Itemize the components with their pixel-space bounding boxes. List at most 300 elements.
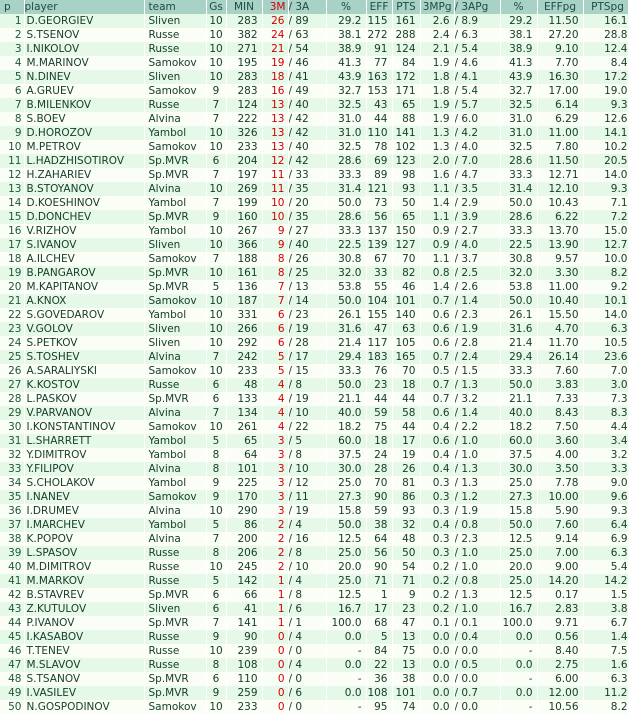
cell-3m: 26 xyxy=(262,14,288,28)
cell-rank: 22 xyxy=(0,308,24,322)
cell-pct: 41.3 xyxy=(326,56,366,70)
cell-pct: 0.0 xyxy=(326,658,366,672)
cell-ptspg: 23.6 xyxy=(583,350,628,364)
cell-eff: 33 xyxy=(366,266,392,280)
cell-effpg: 3.30 xyxy=(537,266,583,280)
cell-rank: 50 xyxy=(0,700,24,714)
cell-gs: 10 xyxy=(206,266,226,280)
cell-pts: 102 xyxy=(392,140,420,154)
table-row xyxy=(0,658,628,672)
cell-rank: 23 xyxy=(0,322,24,336)
cell-3a: / 4 xyxy=(288,630,326,644)
cell-gs: 10 xyxy=(206,126,226,140)
cell-pts: 150 xyxy=(392,224,420,238)
cell-pct: 43.9 xyxy=(326,70,366,84)
cell-3m: 2 xyxy=(262,560,288,574)
cell-team: Yambol xyxy=(144,308,206,322)
cell-pts: 47 xyxy=(392,616,420,630)
cell-3a: / 14 xyxy=(288,294,326,308)
cell-player: S.TSANOV xyxy=(24,672,144,686)
cell-3mpg: 0.6 xyxy=(420,406,454,420)
cell-effpg: 11.00 xyxy=(537,280,583,294)
cell-player: Y.DIMITROV xyxy=(24,448,144,462)
cell-ptspg: 7.1 xyxy=(583,196,628,210)
cell-3m: 18 xyxy=(262,70,288,84)
cell-3apg: / 3.7 xyxy=(454,252,500,266)
cell-3a: / 0 xyxy=(288,644,326,658)
cell-team: Alvina xyxy=(144,504,206,518)
cell-pts: 50 xyxy=(392,546,420,560)
col-header-player[interactable]: player xyxy=(24,0,144,14)
cell-gs: 6 xyxy=(206,672,226,686)
cell-team: Alvina xyxy=(144,406,206,420)
cell-team: Sp.MVR xyxy=(144,392,206,406)
cell-3apg: / 5.4 xyxy=(454,42,500,56)
cell-player: B.STOYANOV xyxy=(24,182,144,196)
col-header-pts[interactable]: PTS xyxy=(392,0,420,14)
cell-player: D.KOESHINOV xyxy=(24,196,144,210)
cell-3m: 6 xyxy=(262,308,288,322)
cell-ptspg: 7.0 xyxy=(583,364,628,378)
cell-team: Russe xyxy=(144,630,206,644)
cell-pts: 165 xyxy=(392,350,420,364)
cell-pct: 18.2 xyxy=(326,420,366,434)
cell-effpg: 3.83 xyxy=(537,378,583,392)
cell-pts: 13 xyxy=(392,658,420,672)
table-row xyxy=(0,322,628,336)
cell-3m: 0 xyxy=(262,644,288,658)
table-row xyxy=(0,476,628,490)
cell-min: 48 xyxy=(226,378,262,392)
cell-rank: 28 xyxy=(0,392,24,406)
cell-effpg: 9.71 xyxy=(537,616,583,630)
cell-pct: 40.0 xyxy=(326,406,366,420)
cell-3apg: / 3.5 xyxy=(454,182,500,196)
cell-3m: 19 xyxy=(262,56,288,70)
cell-pts: 74 xyxy=(392,700,420,714)
cell-ptspg: 6.4 xyxy=(583,518,628,532)
cell-min: 142 xyxy=(226,574,262,588)
cell-pct-pg: 0.0 xyxy=(500,658,537,672)
cell-gs: 10 xyxy=(206,14,226,28)
cell-eff: 23 xyxy=(366,378,392,392)
cell-min: 283 xyxy=(226,14,262,28)
cell-pts: 17 xyxy=(392,434,420,448)
cell-3a: / 19 xyxy=(288,322,326,336)
cell-3m: 16 xyxy=(262,84,288,98)
cell-pct-pg: 31.6 xyxy=(500,322,537,336)
cell-ptspg: 1.6 xyxy=(583,658,628,672)
cell-3m: 4 xyxy=(262,392,288,406)
cell-eff: 139 xyxy=(366,238,392,252)
cell-pct-pg: - xyxy=(500,644,537,658)
cell-min: 187 xyxy=(226,294,262,308)
cell-min: 267 xyxy=(226,224,262,238)
col-header-pct[interactable]: % xyxy=(326,0,366,14)
cell-effpg: 9.57 xyxy=(537,252,583,266)
cell-team: Sp.MVR xyxy=(144,154,206,168)
cell-pct-pg: 50.0 xyxy=(500,196,537,210)
cell-eff: 22 xyxy=(366,658,392,672)
cell-3a: / 4 xyxy=(288,658,326,672)
cell-pts: 93 xyxy=(392,182,420,196)
cell-gs: 10 xyxy=(206,420,226,434)
col-header-p[interactable]: p xyxy=(0,0,24,14)
cell-3a: / 15 xyxy=(288,364,326,378)
cell-team: Russe xyxy=(144,378,206,392)
cell-gs: 10 xyxy=(206,560,226,574)
cell-player: D.DONCHEV xyxy=(24,210,144,224)
cell-rank: 32 xyxy=(0,448,24,462)
cell-player: S.BOEV xyxy=(24,112,144,126)
table-row xyxy=(0,280,628,294)
cell-rank: 46 xyxy=(0,644,24,658)
cell-rank: 47 xyxy=(0,658,24,672)
cell-3mpg: 1.1 xyxy=(420,210,454,224)
cell-pct-pg: 38.1 xyxy=(500,28,537,42)
cell-rank: 45 xyxy=(0,630,24,644)
cell-pts: 70 xyxy=(392,252,420,266)
cell-pts: 101 xyxy=(392,294,420,308)
cell-3m: 3 xyxy=(262,434,288,448)
cell-pct-pg: 27.3 xyxy=(500,490,537,504)
cell-pct: 60.0 xyxy=(326,434,366,448)
cell-team: Samokov xyxy=(144,490,206,504)
col-header-effpg[interactable]: EFFpg xyxy=(537,0,583,14)
cell-3apg: / 0.8 xyxy=(454,574,500,588)
cell-3a: / 40 xyxy=(288,140,326,154)
cell-eff: 137 xyxy=(366,224,392,238)
cell-eff: 64 xyxy=(366,532,392,546)
cell-3a: / 19 xyxy=(288,504,326,518)
col-header-3mpg[interactable]: 3MPg xyxy=(420,0,454,14)
cell-min: 199 xyxy=(226,196,262,210)
cell-3mpg: 0.0 xyxy=(420,658,454,672)
cell-3mpg: 1.9 xyxy=(420,98,454,112)
cell-pts: 65 xyxy=(392,98,420,112)
cell-pct: 50.0 xyxy=(326,518,366,532)
cell-pct: 53.8 xyxy=(326,280,366,294)
cell-player: S.CHOLAKOV xyxy=(24,476,144,490)
cell-3m: 1 xyxy=(262,616,288,630)
cell-3m: 13 xyxy=(262,126,288,140)
cell-player: H.ZAHARIEV xyxy=(24,168,144,182)
cell-eff: 44 xyxy=(366,392,392,406)
cell-rank: 4 xyxy=(0,56,24,70)
cell-pct-pg: 32.0 xyxy=(500,266,537,280)
cell-pct: 28.6 xyxy=(326,210,366,224)
cell-pts: 50 xyxy=(392,196,420,210)
cell-ptspg: 9.3 xyxy=(583,98,628,112)
cell-3apg: / 1.0 xyxy=(454,434,500,448)
cell-team: Russe xyxy=(144,28,206,42)
cell-pct-pg: 43.9 xyxy=(500,70,537,84)
cell-team: Samokov xyxy=(144,252,206,266)
cell-rank: 44 xyxy=(0,616,24,630)
cell-3mpg: 1.6 xyxy=(420,168,454,182)
cell-player: V.GOLOV xyxy=(24,322,144,336)
cell-effpg: 13.90 xyxy=(537,238,583,252)
cell-rank: 18 xyxy=(0,252,24,266)
cell-ptspg: 1.5 xyxy=(583,588,628,602)
cell-ptspg: 6.3 xyxy=(583,322,628,336)
cell-pts: 84 xyxy=(392,56,420,70)
col-header-3m[interactable]: 3M xyxy=(262,0,288,14)
cell-effpg: 8.40 xyxy=(537,644,583,658)
cell-3m: 0 xyxy=(262,700,288,714)
cell-3apg: / 2.2 xyxy=(454,420,500,434)
cell-team: Sliven xyxy=(144,238,206,252)
table-row xyxy=(0,70,628,84)
cell-eff: 163 xyxy=(366,70,392,84)
cell-pts: 75 xyxy=(392,644,420,658)
cell-3a: / 5 xyxy=(288,434,326,448)
cell-3apg: / 1.3 xyxy=(454,462,500,476)
cell-gs: 5 xyxy=(206,574,226,588)
cell-3apg: / 1.2 xyxy=(454,490,500,504)
cell-player: Z.KUTULOV xyxy=(24,602,144,616)
cell-pct: 32.7 xyxy=(326,84,366,98)
cell-team: Yambol xyxy=(144,476,206,490)
cell-pct-pg: 18.2 xyxy=(500,420,537,434)
cell-3mpg: 0.5 xyxy=(420,364,454,378)
cell-player: K.POPOV xyxy=(24,532,144,546)
cell-min: 266 xyxy=(226,322,262,336)
cell-3a: / 4 xyxy=(288,574,326,588)
cell-3m: 5 xyxy=(262,350,288,364)
cell-pct: 50.0 xyxy=(326,378,366,392)
cell-3mpg: 0.7 xyxy=(420,378,454,392)
cell-player: M.SLAVOV xyxy=(24,658,144,672)
cell-pct-pg: 31.4 xyxy=(500,182,537,196)
cell-gs: 10 xyxy=(206,28,226,42)
cell-3a: / 20 xyxy=(288,196,326,210)
cell-eff: 77 xyxy=(366,56,392,70)
cell-3apg: / 0.0 xyxy=(454,644,500,658)
cell-3apg: / 1.4 xyxy=(454,406,500,420)
cell-pts: 123 xyxy=(392,154,420,168)
cell-3m: 1 xyxy=(262,602,288,616)
cell-gs: 10 xyxy=(206,700,226,714)
cell-3apg: / 4.0 xyxy=(454,140,500,154)
table-row xyxy=(0,560,628,574)
cell-eff: 84 xyxy=(366,644,392,658)
cell-pct: 33.3 xyxy=(326,168,366,182)
cell-3a: / 8 xyxy=(288,546,326,560)
cell-ptspg: 10.0 xyxy=(583,252,628,266)
cell-player: B.STAVREV xyxy=(24,588,144,602)
cell-3a: / 8 xyxy=(288,588,326,602)
cell-ptspg: 3.0 xyxy=(583,378,628,392)
cell-eff: 18 xyxy=(366,434,392,448)
cell-player: B.MILENKOV xyxy=(24,98,144,112)
cell-pts: 88 xyxy=(392,112,420,126)
cell-rank: 42 xyxy=(0,588,24,602)
col-header-3a[interactable]: / 3A xyxy=(288,0,326,14)
cell-gs: 10 xyxy=(206,182,226,196)
cell-ptspg: 9.3 xyxy=(583,504,628,518)
cell-3a: / 4 xyxy=(288,518,326,532)
cell-effpg: 10.00 xyxy=(537,490,583,504)
table-row xyxy=(0,210,628,224)
cell-pct-pg: 12.5 xyxy=(500,532,537,546)
cell-3mpg: 2.6 xyxy=(420,14,454,28)
table-row xyxy=(0,126,628,140)
cell-min: 239 xyxy=(226,644,262,658)
cell-team: Yambol xyxy=(144,196,206,210)
cell-team: Russe xyxy=(144,546,206,560)
cell-player: M.MARINOV xyxy=(24,56,144,70)
cell-gs: 8 xyxy=(206,462,226,476)
cell-3a: / 1 xyxy=(288,616,326,630)
cell-pts: 13 xyxy=(392,630,420,644)
cell-team: Sliven xyxy=(144,322,206,336)
cell-3mpg: 0.2 xyxy=(420,602,454,616)
cell-effpg: 2.75 xyxy=(537,658,583,672)
cell-team: Sliven xyxy=(144,70,206,84)
table-row xyxy=(0,56,628,70)
cell-min: 242 xyxy=(226,350,262,364)
cell-rank: 7 xyxy=(0,98,24,112)
cell-gs: 7 xyxy=(206,532,226,546)
cell-team: Samokov xyxy=(144,700,206,714)
cell-player: S.GOVEDAROV xyxy=(24,308,144,322)
cell-player: L.PASKOV xyxy=(24,392,144,406)
cell-pct-pg: 12.5 xyxy=(500,588,537,602)
cell-min: 66 xyxy=(226,588,262,602)
cell-pct: 31.0 xyxy=(326,112,366,126)
cell-ptspg: 6.9 xyxy=(583,532,628,546)
cell-3a: / 0 xyxy=(288,672,326,686)
col-header-eff[interactable]: EFF xyxy=(366,0,392,14)
cell-3m: 1 xyxy=(262,574,288,588)
cell-ptspg: 7.5 xyxy=(583,644,628,658)
cell-pct-pg: 15.8 xyxy=(500,504,537,518)
table-row xyxy=(0,238,628,252)
cell-pts: 63 xyxy=(392,322,420,336)
cell-ptspg: 10.1 xyxy=(583,294,628,308)
cell-3a: / 6 xyxy=(288,686,326,700)
cell-3m: 0 xyxy=(262,686,288,700)
cell-pct-pg: 20.0 xyxy=(500,560,537,574)
col-header-gs[interactable]: Gs xyxy=(206,0,226,14)
table-row xyxy=(0,490,628,504)
col-header-team[interactable]: team xyxy=(144,0,206,14)
cell-team: Russe xyxy=(144,98,206,112)
cell-rank: 30 xyxy=(0,420,24,434)
cell-gs: 10 xyxy=(206,224,226,238)
cell-player: B.PANGAROV xyxy=(24,266,144,280)
cell-3apg: / 1.0 xyxy=(454,546,500,560)
cell-ptspg: 1.4 xyxy=(583,630,628,644)
cell-ptspg: 8.2 xyxy=(583,266,628,280)
cell-rank: 36 xyxy=(0,504,24,518)
cell-3apg: / 5.7 xyxy=(454,98,500,112)
cell-team: Sliven xyxy=(144,602,206,616)
cell-3m: 13 xyxy=(262,140,288,154)
cell-rank: 29 xyxy=(0,406,24,420)
cell-ptspg: 3.8 xyxy=(583,602,628,616)
cell-gs: 8 xyxy=(206,546,226,560)
cell-pts: 93 xyxy=(392,504,420,518)
cell-pts: 23 xyxy=(392,602,420,616)
cell-ptspg: 14.0 xyxy=(583,168,628,182)
cell-3apg: / 0.7 xyxy=(454,686,500,700)
col-header-3apg[interactable]: / 3APg xyxy=(454,0,500,14)
cell-effpg: 7.50 xyxy=(537,420,583,434)
cell-eff: 59 xyxy=(366,504,392,518)
cell-effpg: 11.50 xyxy=(537,154,583,168)
cell-rank: 8 xyxy=(0,112,24,126)
cell-3apg: / 8.9 xyxy=(454,14,500,28)
cell-effpg: 2.83 xyxy=(537,602,583,616)
cell-3mpg: 0.3 xyxy=(420,532,454,546)
cell-gs: 5 xyxy=(206,518,226,532)
table-row xyxy=(0,266,628,280)
cell-pct-pg: 60.0 xyxy=(500,434,537,448)
cell-pts: 140 xyxy=(392,308,420,322)
cell-3apg: / 1.4 xyxy=(454,294,500,308)
cell-rank: 17 xyxy=(0,238,24,252)
cell-player: I.VASILEV xyxy=(24,686,144,700)
cell-pct: 29.2 xyxy=(326,14,366,28)
cell-effpg: 11.70 xyxy=(537,336,583,350)
cell-min: 261 xyxy=(226,420,262,434)
cell-team: Alvina xyxy=(144,112,206,126)
table-row xyxy=(0,504,628,518)
cell-min: 233 xyxy=(226,700,262,714)
cell-effpg: 9.10 xyxy=(537,42,583,56)
table-row xyxy=(0,406,628,420)
cell-pct-pg: 29.4 xyxy=(500,350,537,364)
cell-eff: 44 xyxy=(366,112,392,126)
cell-gs: 9 xyxy=(206,490,226,504)
cell-pct-pg: 16.7 xyxy=(500,602,537,616)
cell-3m: 2 xyxy=(262,546,288,560)
col-header-ptspg[interactable]: PTSpg xyxy=(583,0,628,14)
cell-team: Sp.MVR xyxy=(144,616,206,630)
cell-3apg: / 1.5 xyxy=(454,364,500,378)
cell-3m: 6 xyxy=(262,322,288,336)
cell-3apg: / 1.9 xyxy=(454,322,500,336)
cell-3mpg: 0.3 xyxy=(420,504,454,518)
cell-pct-pg: 25.0 xyxy=(500,476,537,490)
cell-eff: 43 xyxy=(366,98,392,112)
cell-3m: 7 xyxy=(262,294,288,308)
table-row xyxy=(0,672,628,686)
cell-gs: 6 xyxy=(206,154,226,168)
cell-min: 366 xyxy=(226,238,262,252)
cell-eff: 95 xyxy=(366,700,392,714)
cell-3a: / 10 xyxy=(288,462,326,476)
cell-rank: 24 xyxy=(0,336,24,350)
cell-3mpg: 0.3 xyxy=(420,546,454,560)
cell-ptspg: 6.3 xyxy=(583,546,628,560)
cell-eff: 272 xyxy=(366,28,392,42)
cell-pts: 46 xyxy=(392,280,420,294)
col-header-pct-pg[interactable]: % xyxy=(500,0,537,14)
cell-3mpg: 0.4 xyxy=(420,420,454,434)
cell-min: 136 xyxy=(226,280,262,294)
cell-rank: 11 xyxy=(0,154,24,168)
cell-effpg: 13.70 xyxy=(537,224,583,238)
col-header-min[interactable]: MIN xyxy=(226,0,262,14)
cell-ptspg: 10.2 xyxy=(583,140,628,154)
cell-ptspg: 14.1 xyxy=(583,126,628,140)
cell-rank: 21 xyxy=(0,294,24,308)
cell-pct-pg: 100.0 xyxy=(500,616,537,630)
cell-rank: 48 xyxy=(0,672,24,686)
